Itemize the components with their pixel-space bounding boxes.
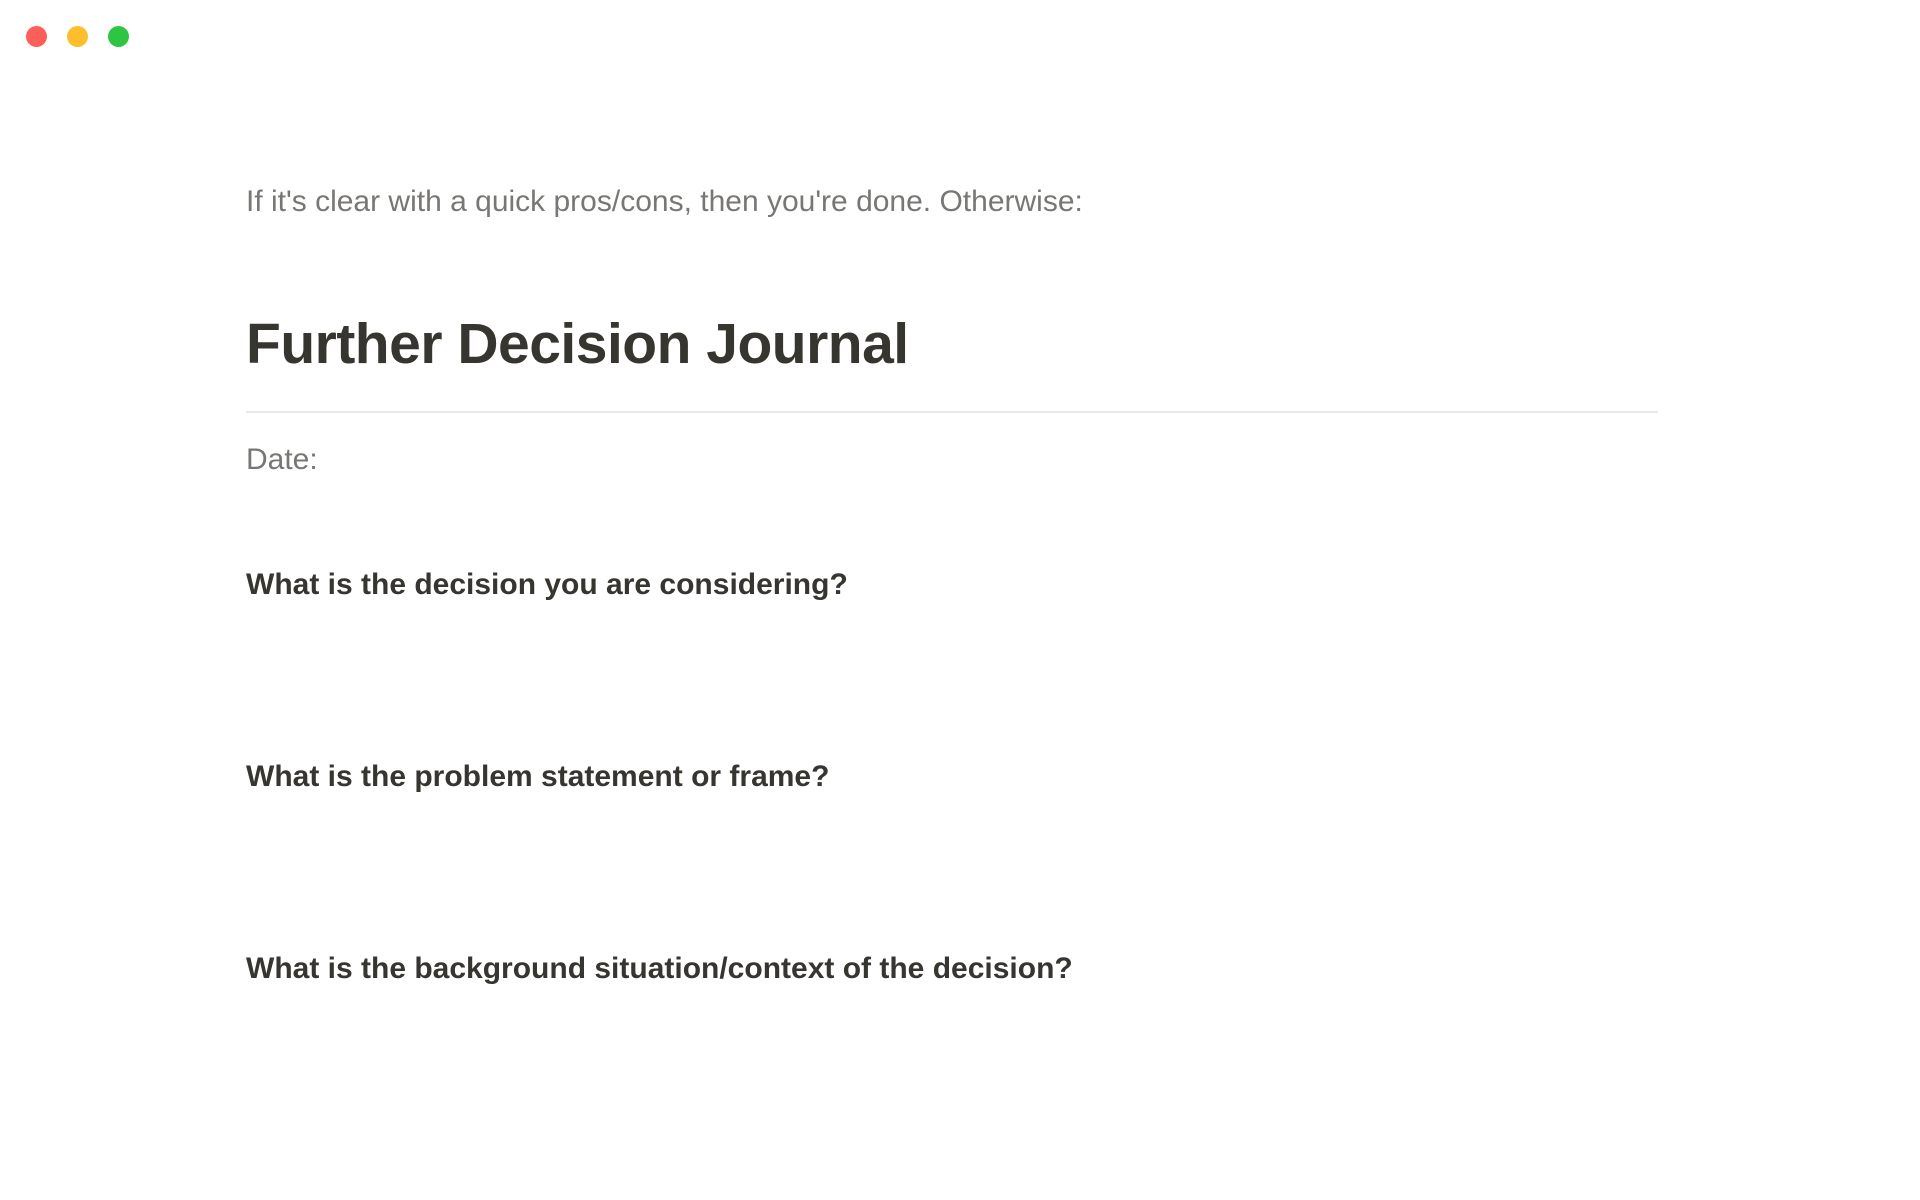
question-paragraph-background-context: What is the background situation/context of the decision? <box>246 952 1073 985</box>
date-paragraph: Date: <box>246 443 318 476</box>
close-button[interactable] <box>26 26 47 47</box>
intro-paragraph: If it's clear with a quick pros/cons, then you're done. Otherwise: <box>246 185 1083 218</box>
minimize-button[interactable] <box>67 26 88 47</box>
page-title: Further Decision Journal <box>246 312 909 376</box>
maximize-button[interactable] <box>108 26 129 47</box>
window-controls <box>26 26 129 47</box>
question-paragraph-problem-statement: What is the problem statement or frame? <box>246 760 830 793</box>
title-divider <box>246 411 1658 413</box>
question-paragraph-decision: What is the decision you are considering? <box>246 568 848 601</box>
